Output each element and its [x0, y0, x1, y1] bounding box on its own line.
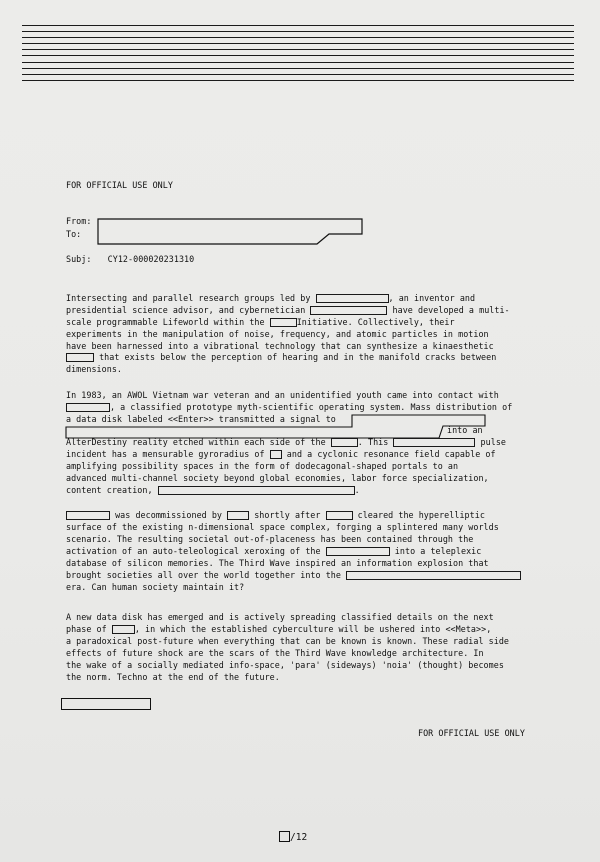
- redaction-box: [158, 486, 355, 495]
- paragraph-3-line-2: surface of the existing n-dimensional space complex, forging a splintered many worlds: [66, 522, 499, 532]
- redaction-box: [66, 353, 94, 362]
- paragraph-4-line-4: effects of future shock are the scars of the Third Wave knowledge architecture. In: [66, 648, 484, 658]
- paragraph-1-line-3: scale programmable Lifeworld within the Initiative. Collectively, their: [66, 317, 455, 327]
- paragraph-1-line-4: experiments in the manipulation of noise, frequency, and atomic particles in motion: [66, 329, 489, 339]
- paragraph-3-line-7: era. Can human society maintain it?: [66, 582, 245, 592]
- redaction-box: [66, 511, 110, 520]
- paragraph-2-line-3: a data disk labeled <<Enter>> transmitted a signal to: [66, 414, 336, 424]
- signature-redaction-box: [61, 698, 151, 710]
- page-number: [279, 831, 307, 844]
- paragraph-1-line-5: have been harnessed into a vibrational technology that can synthesize a kinaesthetic: [66, 341, 494, 351]
- classification-marking-bottom: FOR OFFICIAL USE ONLY: [418, 728, 525, 738]
- redaction-box: [270, 450, 282, 459]
- from-label: From:: [66, 216, 92, 226]
- page-total: /12: [290, 832, 308, 843]
- paragraph-3-line-4: activation of an auto-teleological xeroxing of the into a teleplexic: [66, 546, 482, 556]
- paragraph-3-line-1: was decommissioned by shortly after cleared the hyperelliptic: [66, 510, 485, 522]
- paragraph-3-line-6: brought societies all over the world together into the: [66, 570, 521, 582]
- to-label: To:: [66, 229, 82, 239]
- redaction-box: [112, 625, 135, 634]
- paragraph-4-line-1: A new data disk has emerged and is actively spreading classified details on the next: [66, 612, 494, 622]
- redaction-box: [316, 294, 389, 303]
- subject-line: [66, 254, 194, 266]
- paragraph-4-line-5: the wake of a socially mediated info-space, 'para' (sideways) 'noia' (thought) becomes: [66, 660, 504, 670]
- redaction-box: [393, 438, 475, 447]
- paragraph-2-line-6: incident has a mensurable gyroradius of and a cyclonic resonance field capable of: [66, 449, 496, 459]
- from-to-redaction-box: [97, 218, 365, 246]
- redaction-box: [66, 403, 110, 412]
- redaction-box: [326, 547, 390, 556]
- paragraph-2-line-2: , a classified prototype myth-scientific operating system. Mass distribution of: [66, 402, 512, 414]
- subject-label: Subj:: [66, 254, 92, 264]
- paragraph-1-line-6: that exists below the perception of hearing and in the manifold cracks between: [66, 352, 496, 364]
- paragraph-3-line-5: database of silicon memories. The Third Wave inspired an information explosion that: [66, 558, 489, 568]
- redaction-box: [326, 511, 353, 520]
- redaction-box: [270, 318, 297, 327]
- paragraph-4-line-3: a paradoxical post-future when everything that can be known is known. These radial side: [66, 636, 510, 646]
- paragraph-1-line-2: presidential science advisor, and cybernetician have developed a multi-: [66, 305, 510, 315]
- paragraph-2-line-9: content creation, .: [66, 485, 360, 495]
- page-number-redaction-box: [279, 831, 290, 842]
- paragraph-4-line-2: phase of , in which the established cyberculture will be ushered into <<Meta>>,: [66, 624, 492, 634]
- paragraph-4-line-6: the norm. Techno at the end of the future.: [66, 672, 280, 682]
- subject-value: CY12-000020231310: [107, 254, 195, 264]
- paragraph-2-line-8: advanced multi-channel society beyond global economies, labor force specialization,: [66, 473, 489, 483]
- redaction-box: [227, 511, 249, 520]
- redaction-box: [310, 306, 387, 315]
- paragraph-1-line-7: dimensions.: [66, 364, 123, 374]
- redaction-box: [331, 438, 358, 447]
- paragraph-2-line-4: into an: [447, 425, 483, 435]
- paragraph-2-line-5: AlterDestiny reality etched within each side of the . This pulse: [66, 437, 507, 447]
- classification-marking-top: FOR OFFICIAL USE ONLY: [66, 180, 173, 190]
- paragraph-2-line-1: In 1983, an AWOL Vietnam war veteran and an unidentified youth came into contact with: [66, 390, 499, 400]
- paragraph-2-line-7: amplifying possibility spaces in the form of dodecagonal-shaped portals to an: [66, 461, 459, 471]
- redaction-box: [346, 571, 521, 580]
- paragraph-3-line-3: scenario. The resulting societal out-of-placeness has been contained through the: [66, 534, 474, 544]
- paragraph-1-line-1: Intersecting and parallel research groups led by , an inventor and: [66, 293, 476, 303]
- header-rule-lines: [22, 25, 574, 85]
